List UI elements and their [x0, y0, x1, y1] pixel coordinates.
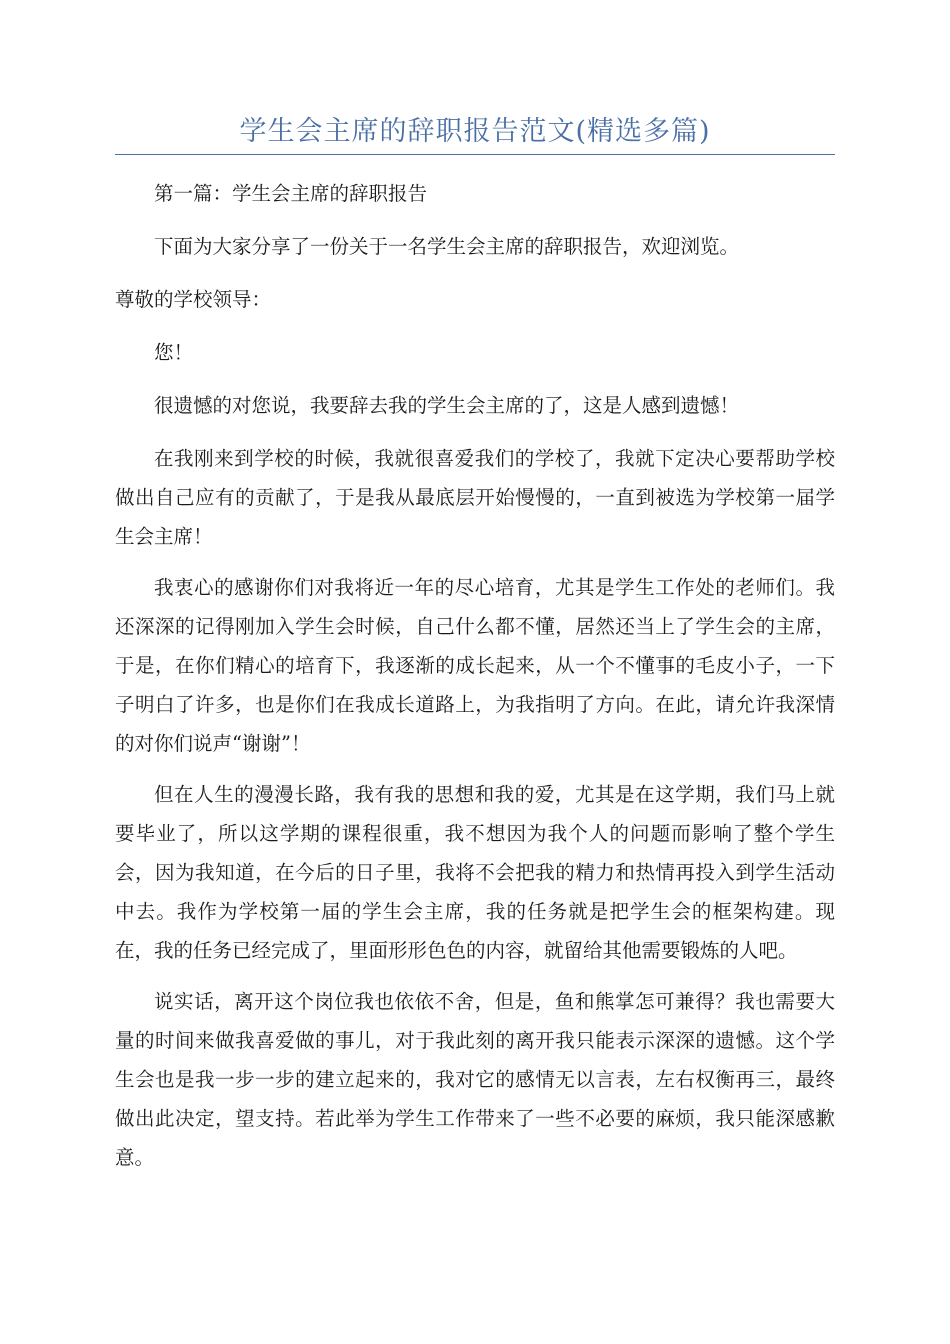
paragraph-body-2: 在我刚来到学校的时候，我就很喜爱我们的学校了，我就下定决心要帮助学校做出自己应有的贡献了，于是我从最底层开始慢慢的，一直到被选为学校第一届学生会主席！ — [115, 447, 835, 548]
paragraph-body-5: 说实话，离开这个岗位我也依依不舍，但是，鱼和熊掌怎可兼得？我也需要大量的时间来做我喜爱做的事儿，对于我此刻的离开我只能表示深深的遗憾。这个学生会也是我一步一步的建立起来的，我对它的感情无以言表，左右权衡再三，最终做出此决定，望支持。若此举为学生工作带来了一些不必要的麻烦，我只能深感歉意。 — [115, 990, 835, 1169]
paragraph-body-3: 我衷心的感谢你们对我将近一年的尽心培育，尤其是学生工作处的老师们。我还深深的记得刚加入学生会时候，自己什么都不懂，居然还当上了学生会的主席，于是，在你们精心的培育下，我逐渐的成长起来，从一个不懂事的毛皮小子，一下子明白了许多，也是你们在我成长道路上，为我指明了方向。在此，请允许我深情的对你们说声“谢谢”！ — [115, 576, 835, 755]
paragraph-body-1: 很遗憾的对您说，我要辞去我的学生会主席的了，这是人感到遗憾！ — [154, 394, 740, 417]
paragraph-greeting: 您！ — [154, 341, 194, 364]
paragraph-section-heading: 第一篇：学生会主席的辞职报告 — [154, 182, 428, 205]
document-body — [115, 174, 835, 1189]
paragraph-body-4: 但在人生的漫漫长路，我有我的思想和我的爱，尤其是在这学期，我们马上就要毕业了，所以这学期的课程很重，我不想因为我个人的问题而影响了整个学生会，因为我知道，在今后的日子里，我将不会把我的精力和热情再投入到学生活动中去。我作为学校第一届的学生会主席，我的任务就是把学生会的框架构建。现在，我的任务已经完成了，里面形形色色的内容，就留给其他需要锻炼的人吧。 — [115, 783, 835, 962]
document-title: 学生会主席的辞职报告范文(精选多篇) — [239, 116, 711, 147]
paragraph-salutation: 尊敬的学校领导： — [115, 288, 272, 311]
paragraph-intro: 下面为大家分享了一份关于一名学生会主席的辞职报告，欢迎浏览。 — [154, 235, 740, 258]
title-underline — [115, 154, 835, 155]
